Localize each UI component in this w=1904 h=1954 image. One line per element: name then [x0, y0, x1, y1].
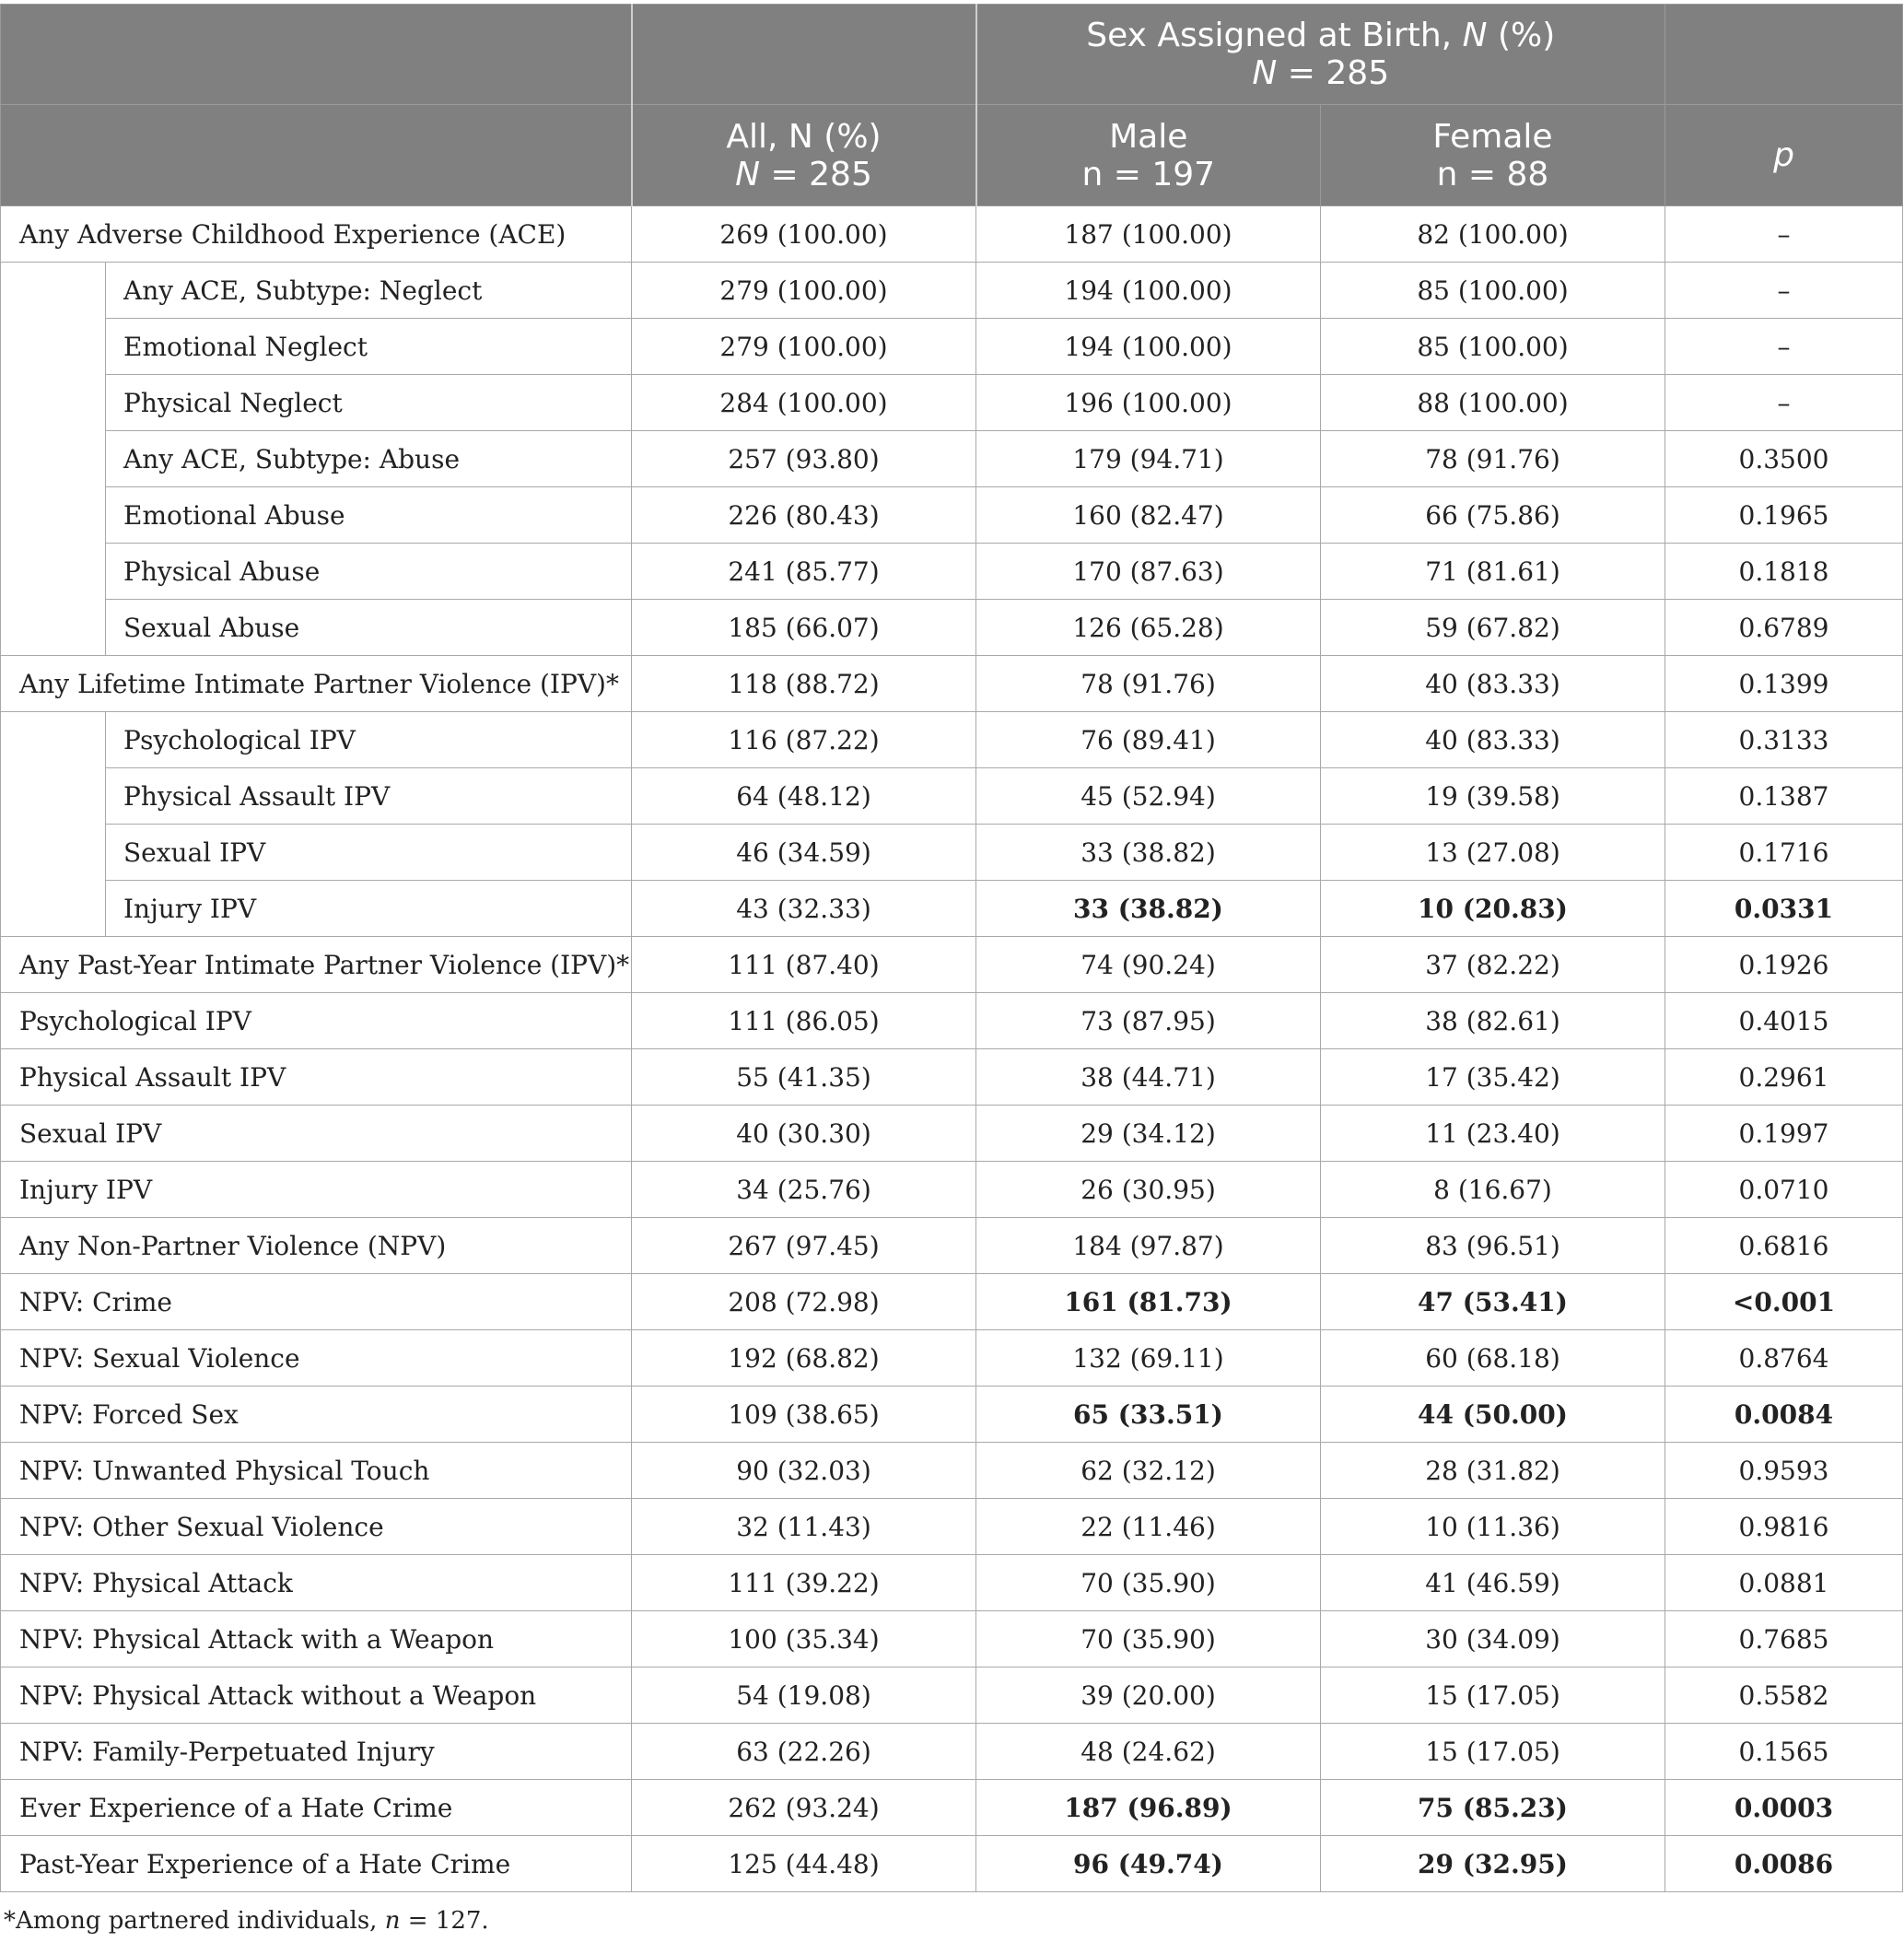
cell-p: –: [1665, 319, 1903, 375]
cell-female: 71 (81.61): [1321, 544, 1665, 600]
cell-p: 0.3133: [1665, 712, 1903, 768]
cell-p: 0.5582: [1665, 1667, 1903, 1724]
cell-p: 0.4015: [1665, 993, 1903, 1049]
table-row: [1, 431, 1903, 487]
footnote-n: n: [384, 1907, 401, 1935]
cell-female: 88 (100.00): [1321, 375, 1665, 431]
header-male-n: n = 197: [1081, 155, 1216, 193]
cell-male: 73 (87.95): [976, 993, 1321, 1049]
cell-female: 44 (50.00): [1321, 1387, 1665, 1443]
row-label: Psychological IPV: [1, 993, 632, 1049]
cell-p: <0.001: [1665, 1274, 1903, 1330]
cell-male: 196 (100.00): [976, 375, 1321, 431]
header-sex-group-prefix: Sex Assigned at Birth,: [1086, 17, 1463, 54]
table-row: [1, 544, 1903, 600]
row-label: Physical Abuse: [106, 544, 632, 600]
cell-female: 19 (39.58): [1321, 768, 1665, 825]
header-female-n: n = 88: [1436, 155, 1549, 193]
cell-p: 0.0710: [1665, 1162, 1903, 1218]
cell-all: 279 (100.00): [632, 263, 976, 319]
cell-p: 0.7685: [1665, 1611, 1903, 1667]
cell-male: 70 (35.90): [976, 1555, 1321, 1611]
table-row: [1, 712, 1903, 768]
cell-p: 0.0086: [1665, 1836, 1903, 1892]
cell-all: 40 (30.30): [632, 1106, 976, 1162]
cell-all: 63 (22.26): [632, 1724, 976, 1780]
cell-p: 0.1997: [1665, 1106, 1903, 1162]
indent-spacer-ipv: [1, 712, 106, 937]
row-label: NPV: Other Sexual Violence: [1, 1499, 632, 1555]
cell-male: 38 (44.71): [976, 1049, 1321, 1106]
cell-p: 0.0084: [1665, 1387, 1903, 1443]
cell-all: 90 (32.03): [632, 1443, 976, 1499]
row-label: Emotional Abuse: [106, 487, 632, 544]
cell-p: 0.1965: [1665, 487, 1903, 544]
cell-p: 0.1565: [1665, 1724, 1903, 1780]
row-label: Any Past-Year Intimate Partner Violence (IPV)*: [1, 937, 632, 993]
cell-p: –: [1665, 263, 1903, 319]
row-label: NPV: Physical Attack: [1, 1555, 632, 1611]
cell-female: 82 (100.00): [1321, 206, 1665, 263]
table-header: [1, 5, 1903, 206]
header-sex-group: [976, 5, 1665, 105]
cell-all: 111 (86.05): [632, 993, 976, 1049]
cell-male: 126 (65.28): [976, 600, 1321, 656]
cell-female: 85 (100.00): [1321, 319, 1665, 375]
cell-male: 187 (100.00): [976, 206, 1321, 263]
cell-all: 257 (93.80): [632, 431, 976, 487]
cell-p: 0.8764: [1665, 1330, 1903, 1387]
table-row: [1, 825, 1903, 881]
row-label: Past-Year Experience of a Hate Crime: [1, 1836, 632, 1892]
cell-male: 29 (34.12): [976, 1106, 1321, 1162]
cell-all: 262 (93.24): [632, 1780, 976, 1836]
cell-female: 85 (100.00): [1321, 263, 1665, 319]
table-row: [1, 1162, 1903, 1218]
cell-male: 26 (30.95): [976, 1162, 1321, 1218]
cell-p: 0.1387: [1665, 768, 1903, 825]
cell-all: 54 (19.08): [632, 1667, 976, 1724]
cell-male: 78 (91.76): [976, 656, 1321, 712]
cell-female: 8 (16.67): [1321, 1162, 1665, 1218]
cell-all: 43 (32.33): [632, 881, 976, 937]
cell-female: 29 (32.95): [1321, 1836, 1665, 1892]
cell-p: 0.2961: [1665, 1049, 1903, 1106]
indent-spacer-ace: [1, 263, 106, 656]
cell-all: 32 (11.43): [632, 1499, 976, 1555]
table-row: [1, 1667, 1903, 1724]
cell-p: 0.6816: [1665, 1218, 1903, 1274]
cell-female: 66 (75.86): [1321, 487, 1665, 544]
table-row: [1, 600, 1903, 656]
table-container: [0, 4, 1904, 1892]
row-label: Any Adverse Childhood Experience (ACE): [1, 206, 632, 263]
row-label: NPV: Forced Sex: [1, 1387, 632, 1443]
cell-female: 59 (67.82): [1321, 600, 1665, 656]
table-body: [1, 206, 1903, 1892]
cell-male: 74 (90.24): [976, 937, 1321, 993]
results-table: [0, 4, 1903, 1892]
cell-female: 37 (82.22): [1321, 937, 1665, 993]
cell-male: 194 (100.00): [976, 263, 1321, 319]
header-sex-group-suffix: (%): [1487, 17, 1556, 54]
row-label: Any ACE, Subtype: Neglect: [106, 263, 632, 319]
row-label: Sexual IPV: [106, 825, 632, 881]
cell-female: 83 (96.51): [1321, 1218, 1665, 1274]
header-sex-group-total-n: N: [1252, 54, 1278, 92]
cell-all: 226 (80.43): [632, 487, 976, 544]
cell-female: 15 (17.05): [1321, 1667, 1665, 1724]
row-label: Psychological IPV: [106, 712, 632, 768]
cell-all: 208 (72.98): [632, 1274, 976, 1330]
cell-female: 11 (23.40): [1321, 1106, 1665, 1162]
cell-male: 48 (24.62): [976, 1724, 1321, 1780]
row-label: Physical Neglect: [106, 375, 632, 431]
cell-male: 33 (38.82): [976, 881, 1321, 937]
header-sex-group-n: N: [1462, 17, 1488, 54]
cell-male: 65 (33.51): [976, 1387, 1321, 1443]
cell-p: –: [1665, 375, 1903, 431]
cell-female: 10 (20.83): [1321, 881, 1665, 937]
cell-male: 184 (97.87): [976, 1218, 1321, 1274]
cell-p: 0.0331: [1665, 881, 1903, 937]
table-row: [1, 1049, 1903, 1106]
table-row: [1, 1724, 1903, 1780]
table-row: [1, 937, 1903, 993]
cell-male: 45 (52.94): [976, 768, 1321, 825]
header-all-value: = 285: [760, 155, 872, 193]
cell-all: 125 (44.48): [632, 1836, 976, 1892]
header-sex-group-total-value: = 285: [1277, 54, 1390, 92]
cell-p: 0.9816: [1665, 1499, 1903, 1555]
cell-p: 0.0881: [1665, 1555, 1903, 1611]
header-all: [632, 105, 976, 206]
header-male: [976, 105, 1321, 206]
cell-female: 17 (35.42): [1321, 1049, 1665, 1106]
cell-all: 267 (97.45): [632, 1218, 976, 1274]
cell-all: 64 (48.12): [632, 768, 976, 825]
cell-male: 170 (87.63): [976, 544, 1321, 600]
row-label: Any ACE, Subtype: Abuse: [106, 431, 632, 487]
table-row: [1, 1106, 1903, 1162]
cell-male: 160 (82.47): [976, 487, 1321, 544]
table-row: [1, 1443, 1903, 1499]
cell-female: 41 (46.59): [1321, 1555, 1665, 1611]
cell-all: 241 (85.77): [632, 544, 976, 600]
cell-p: 0.9593: [1665, 1443, 1903, 1499]
cell-p: 0.1399: [1665, 656, 1903, 712]
cell-all: 118 (88.72): [632, 656, 976, 712]
row-label: Injury IPV: [1, 1162, 632, 1218]
cell-all: 34 (25.76): [632, 1162, 976, 1218]
header-p: [1665, 105, 1903, 206]
cell-male: 187 (96.89): [976, 1780, 1321, 1836]
cell-female: 28 (31.82): [1321, 1443, 1665, 1499]
table-row: [1, 656, 1903, 712]
table-row: [1, 1611, 1903, 1667]
cell-p: 0.0003: [1665, 1780, 1903, 1836]
header-female: [1321, 105, 1665, 206]
cell-female: 13 (27.08): [1321, 825, 1665, 881]
cell-male: 179 (94.71): [976, 431, 1321, 487]
header-all-n: N: [735, 155, 761, 193]
cell-p: –: [1665, 206, 1903, 263]
cell-all: 111 (87.40): [632, 937, 976, 993]
row-label: NPV: Crime: [1, 1274, 632, 1330]
header-female-label: Female: [1432, 117, 1553, 156]
cell-male: 96 (49.74): [976, 1836, 1321, 1892]
cell-female: 30 (34.09): [1321, 1611, 1665, 1667]
footnote-prefix: *Among partnered individuals,: [4, 1907, 385, 1935]
cell-female: 40 (83.33): [1321, 656, 1665, 712]
row-label: NPV: Physical Attack without a Weapon: [1, 1667, 632, 1724]
header-all-label: All, N (%): [726, 117, 882, 156]
cell-p: 0.3500: [1665, 431, 1903, 487]
cell-all: 192 (68.82): [632, 1330, 976, 1387]
row-label: Any Non-Partner Violence (NPV): [1, 1218, 632, 1274]
header-p-label: p: [1773, 136, 1794, 174]
table-row: [1, 263, 1903, 319]
cell-all: 46 (34.59): [632, 825, 976, 881]
cell-p: 0.6789: [1665, 600, 1903, 656]
row-label: Any Lifetime Intimate Partner Violence (IPV)*: [1, 656, 632, 712]
table-row: [1, 1330, 1903, 1387]
table-row: [1, 487, 1903, 544]
cell-male: 33 (38.82): [976, 825, 1321, 881]
row-label: Sexual IPV: [1, 1106, 632, 1162]
header-blank-bottom: [1, 105, 632, 206]
row-label: Emotional Neglect: [106, 319, 632, 375]
cell-p: 0.1716: [1665, 825, 1903, 881]
row-label: Physical Assault IPV: [106, 768, 632, 825]
cell-male: 132 (69.11): [976, 1330, 1321, 1387]
table-row: [1, 1274, 1903, 1330]
header-all-top: [632, 5, 976, 105]
cell-female: 40 (83.33): [1321, 712, 1665, 768]
cell-all: 100 (35.34): [632, 1611, 976, 1667]
cell-male: 76 (89.41): [976, 712, 1321, 768]
cell-male: 161 (81.73): [976, 1274, 1321, 1330]
header-male-label: Male: [1109, 117, 1188, 156]
cell-all: 279 (100.00): [632, 319, 976, 375]
cell-female: 60 (68.18): [1321, 1330, 1665, 1387]
cell-all: 284 (100.00): [632, 375, 976, 431]
cell-all: 55 (41.35): [632, 1049, 976, 1106]
cell-all: 116 (87.22): [632, 712, 976, 768]
cell-female: 10 (11.36): [1321, 1499, 1665, 1555]
cell-all: 185 (66.07): [632, 600, 976, 656]
table-row: [1, 319, 1903, 375]
cell-female: 38 (82.61): [1321, 993, 1665, 1049]
cell-female: 75 (85.23): [1321, 1780, 1665, 1836]
row-label: NPV: Unwanted Physical Touch: [1, 1443, 632, 1499]
table-row: [1, 1218, 1903, 1274]
cell-male: 194 (100.00): [976, 319, 1321, 375]
table-row: [1, 1499, 1903, 1555]
row-label: NPV: Family-Perpetuated Injury: [1, 1724, 632, 1780]
cell-female: 47 (53.41): [1321, 1274, 1665, 1330]
table-row: [1, 1387, 1903, 1443]
table-row: [1, 206, 1903, 263]
row-label: NPV: Physical Attack with a Weapon: [1, 1611, 632, 1667]
row-label: NPV: Sexual Violence: [1, 1330, 632, 1387]
header-p-top: [1665, 5, 1903, 105]
row-label: Physical Assault IPV: [1, 1049, 632, 1106]
cell-all: 269 (100.00): [632, 206, 976, 263]
table-row: [1, 375, 1903, 431]
cell-male: 70 (35.90): [976, 1611, 1321, 1667]
cell-male: 62 (32.12): [976, 1443, 1321, 1499]
table-row: [1, 768, 1903, 825]
row-label: Sexual Abuse: [106, 600, 632, 656]
cell-female: 15 (17.05): [1321, 1724, 1665, 1780]
table-row: [1, 993, 1903, 1049]
cell-female: 78 (91.76): [1321, 431, 1665, 487]
cell-male: 39 (20.00): [976, 1667, 1321, 1724]
table-row: [1, 1836, 1903, 1892]
table-row: [1, 1555, 1903, 1611]
cell-p: 0.1818: [1665, 544, 1903, 600]
table-row: [1, 1780, 1903, 1836]
table-footnote: [4, 1907, 489, 1935]
cell-male: 22 (11.46): [976, 1499, 1321, 1555]
row-label: Ever Experience of a Hate Crime: [1, 1780, 632, 1836]
cell-p: 0.1926: [1665, 937, 1903, 993]
header-blank-top: [1, 5, 632, 105]
cell-all: 111 (39.22): [632, 1555, 976, 1611]
cell-all: 109 (38.65): [632, 1387, 976, 1443]
row-label: Injury IPV: [106, 881, 632, 937]
table-row: [1, 881, 1903, 937]
footnote-suffix: = 127.: [400, 1907, 489, 1935]
